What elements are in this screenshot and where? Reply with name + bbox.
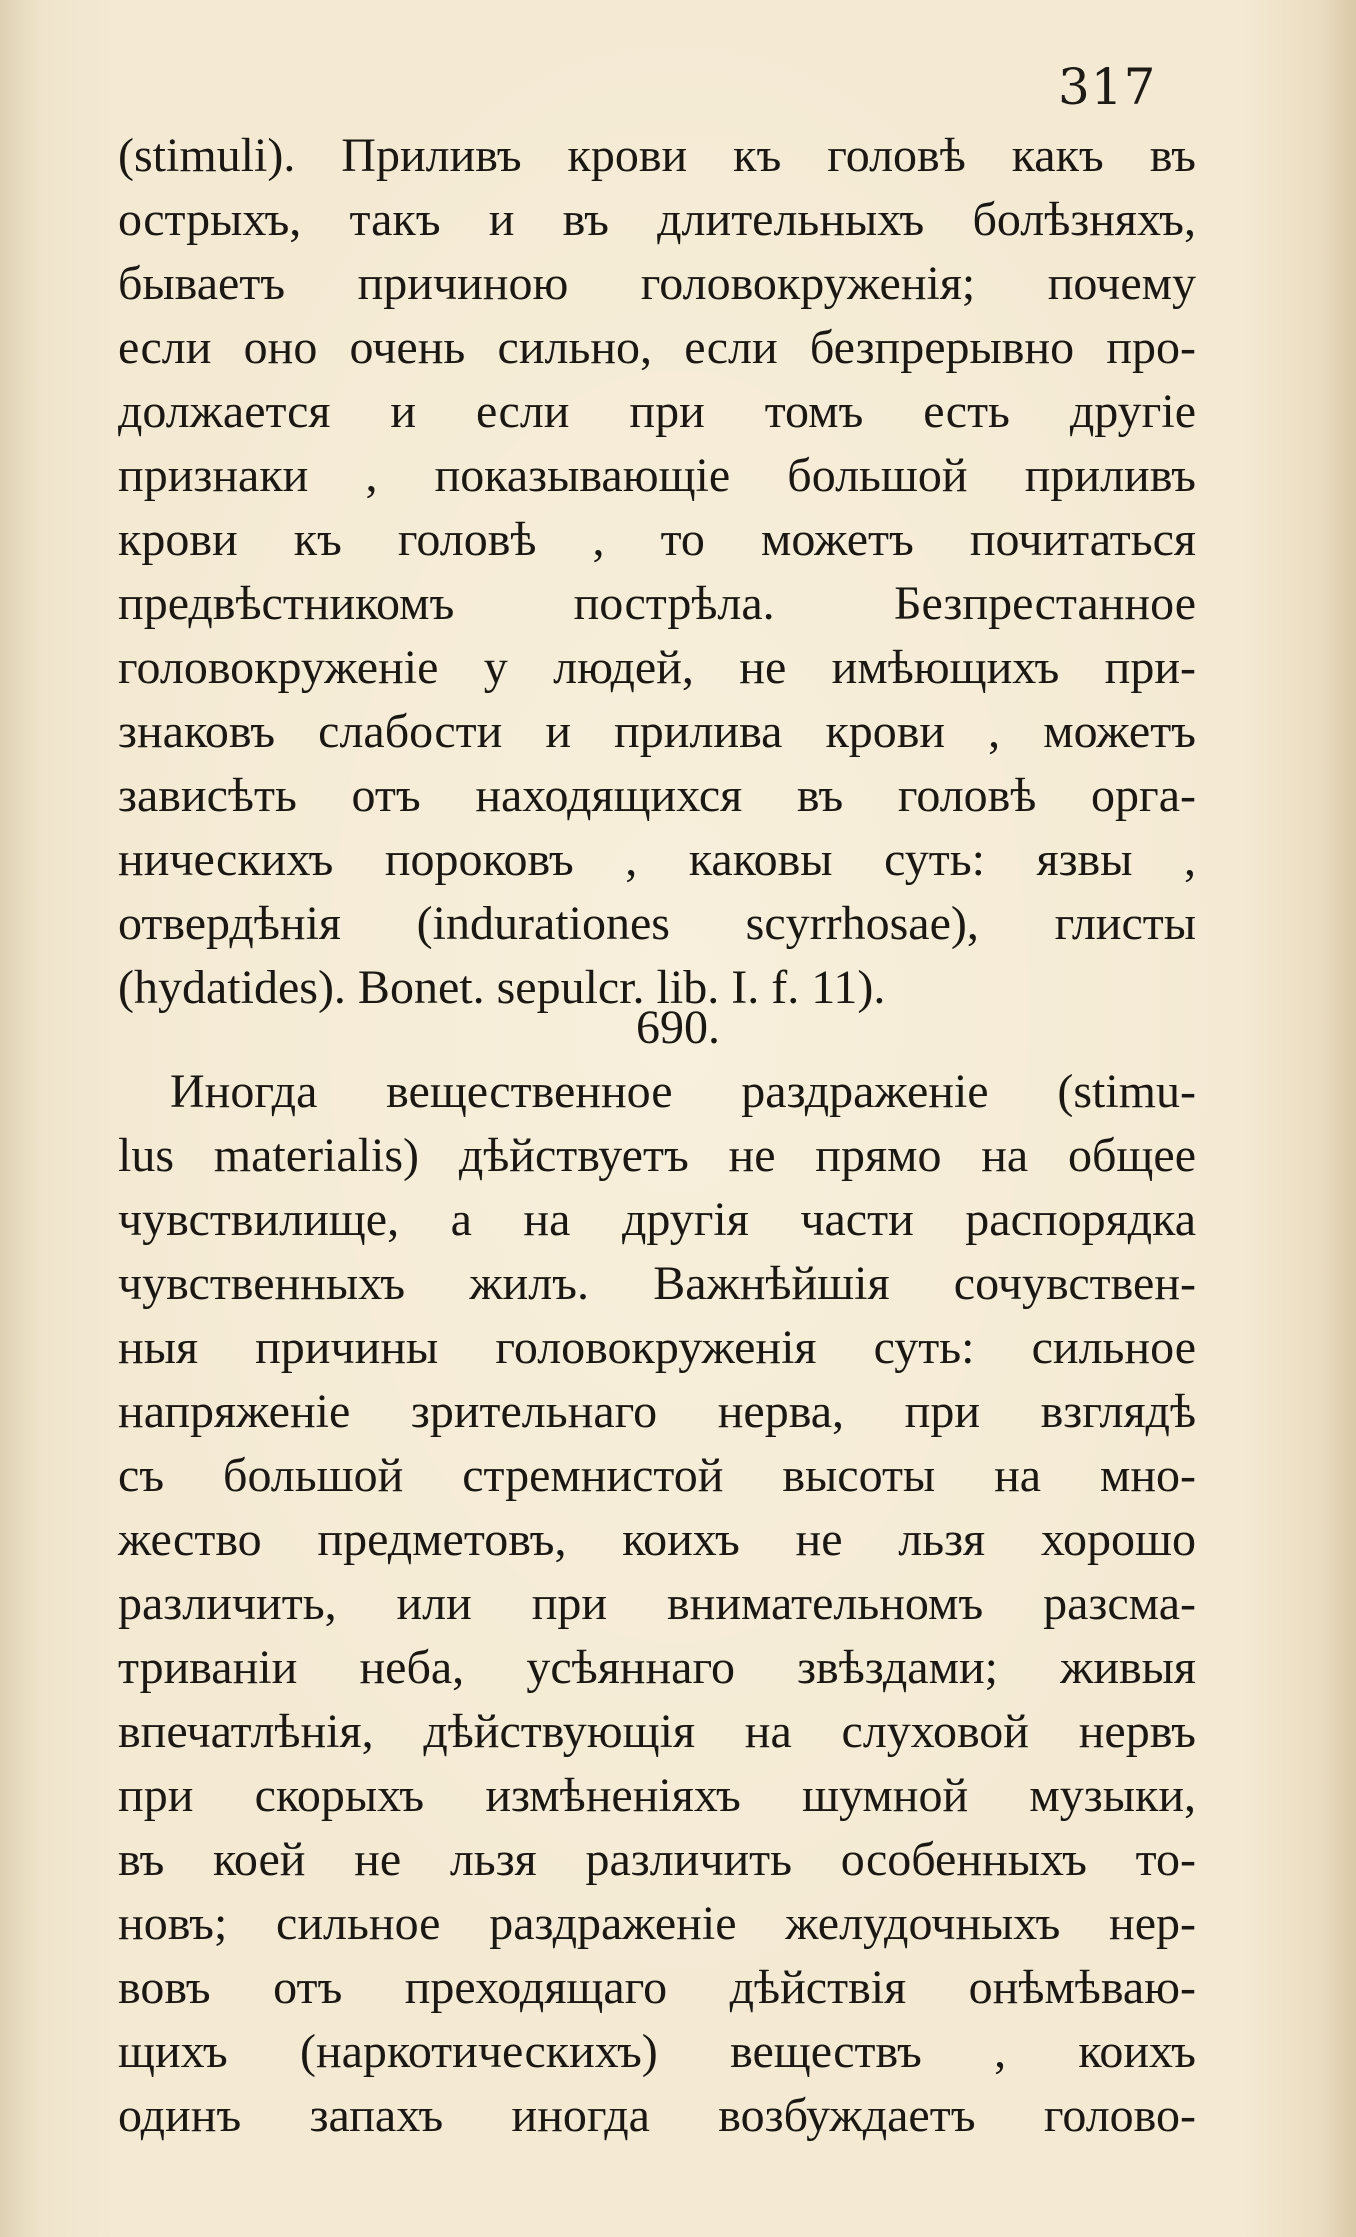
text-line: чувственныхъ жилъ. Важнѣйшія сочувствен-: [118, 1257, 1196, 1310]
text-line: головокруженіе у людей, не имѣющихъ при-: [118, 641, 1196, 694]
text-line: острыхъ, такъ и въ длительныхъ болѣзняхъ,: [118, 193, 1196, 246]
text-line: жество предметовъ, коихъ не льзя хорошо: [118, 1513, 1196, 1566]
text-line: новъ; сильное раздраженіе желудочныхъ нер-: [118, 1897, 1196, 1950]
page-number: 317: [1058, 58, 1157, 116]
text-line: ныя причины головокруженія суть: сильное: [118, 1321, 1196, 1374]
text-line: вовъ отъ преходящаго дѣйствія онѣмѣваю-: [118, 1961, 1196, 2014]
paragraph-1: [118, 124, 1196, 1020]
text-line: напряженіе зрительнаго нерва, при взглядѣ: [118, 1385, 1196, 1438]
text-line: различить, или при внимательномъ разсма-: [118, 1577, 1196, 1630]
text-line: бываетъ причиною головокруженія; почему: [118, 257, 1196, 310]
text-line: одинъ запахъ иногда возбуждаетъ голово-: [118, 2089, 1196, 2142]
text-line: въ коей не льзя различить особенныхъ то-: [118, 1833, 1196, 1886]
text-line: съ большой стремнистой высоты на мно-: [118, 1449, 1196, 1502]
text-line: при скорыхъ измѣненіяхъ шумной музыки,: [118, 1769, 1196, 1822]
text-line: (stimuli). Приливъ крови къ головѣ какъ въ: [118, 129, 1196, 182]
text-line: если оно очень сильно, если безпрерывно про-: [118, 321, 1196, 374]
text-line: щихъ (наркотическихъ) веществъ , коихъ: [118, 2025, 1196, 2078]
paragraph-2: [118, 1060, 1196, 2148]
text-line: триваніи неба, усѣяннаго звѣздами; живыя: [118, 1641, 1196, 1694]
text-line: чувствилище, а на другія части распорядка: [118, 1193, 1196, 1246]
text-line: должается и если при томъ есть другіе: [118, 385, 1196, 438]
section-number-heading: 690.: [636, 1001, 720, 1054]
text-line: отвердѣнія (indurationes scyrrhosae), глисты: [118, 897, 1196, 950]
text-line: впечатлѣнія, дѣйствующія на слуховой нервъ: [118, 1705, 1196, 1758]
text-line: (hydatides). Bonet. sepulcr. lib. I. f. 11).: [118, 961, 886, 1014]
text-line: крови къ головѣ , то можетъ почитаться: [118, 513, 1196, 566]
text-line: Иногда вещественное раздраженіе (stimu-: [170, 1065, 1196, 1118]
text-line: признаки , показывающіе большой приливъ: [118, 449, 1196, 502]
text-line: ническихъ пороковъ , каковы суть: язвы ,: [118, 833, 1196, 886]
text-line: lus materialis) дѣйствуетъ не прямо на общее: [118, 1129, 1196, 1182]
text-line: зависѣть отъ находящихся въ головѣ орга-: [118, 769, 1196, 822]
text-line: предвѣстникомъ пострѣла. Безпрестанное: [118, 577, 1196, 630]
text-line: знаковъ слабости и прилива крови , можетъ: [118, 705, 1196, 758]
